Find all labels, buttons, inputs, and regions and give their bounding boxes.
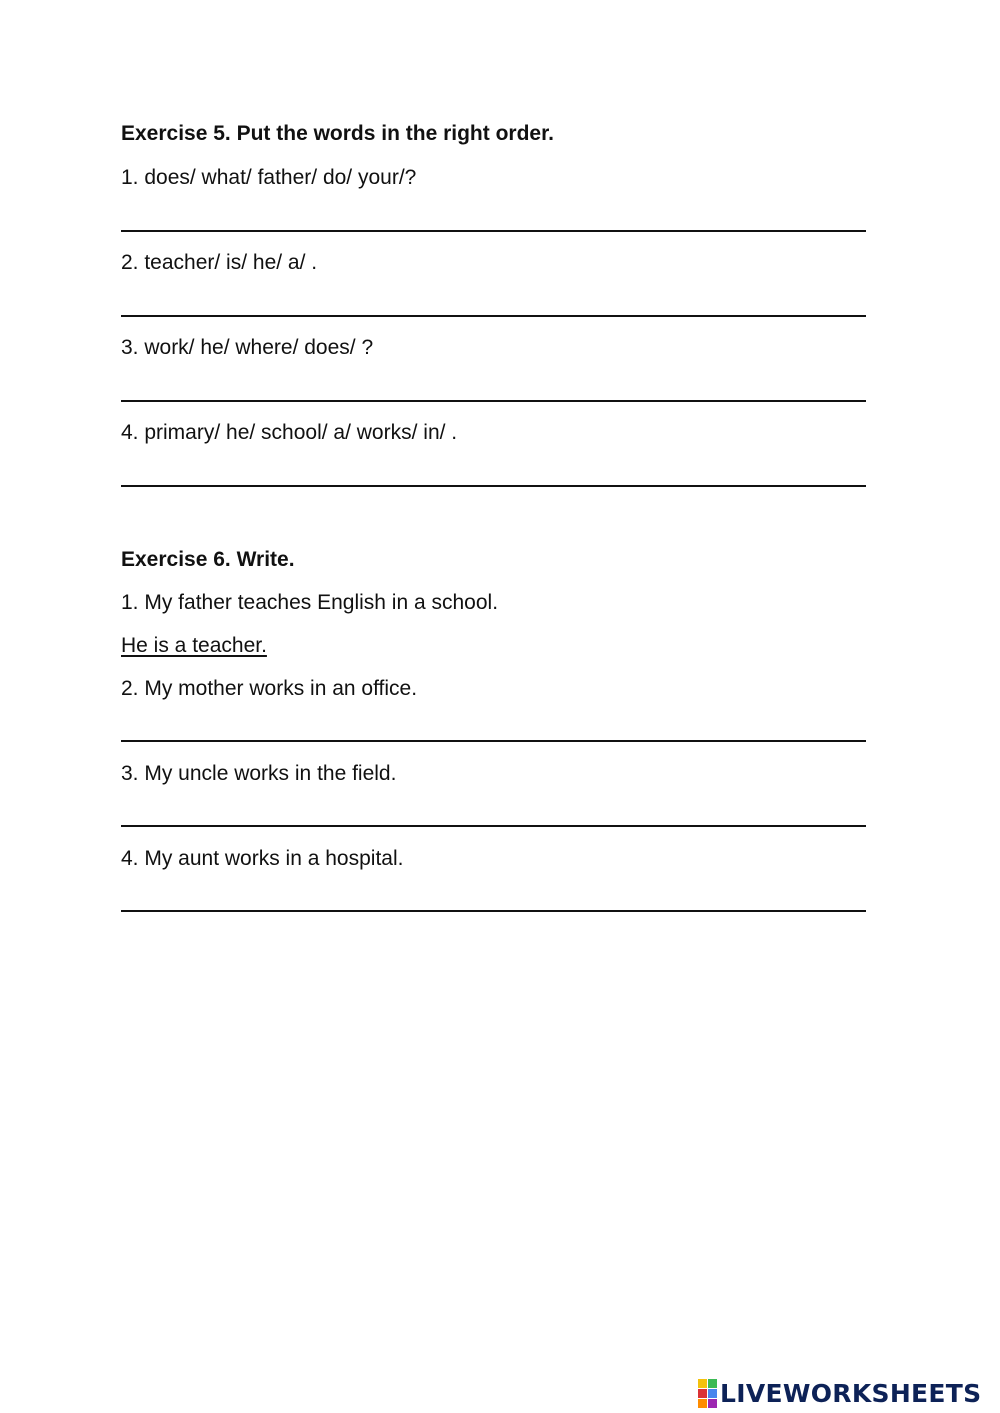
exercise-5-item-1-answer-input[interactable] — [121, 210, 866, 232]
logo-block — [708, 1399, 717, 1408]
logo-block — [698, 1379, 707, 1388]
logo-block — [708, 1379, 717, 1388]
liveworksheets-logo-icon — [698, 1379, 717, 1408]
exercise-6-example-prompt: 1. My father teaches English in a school. — [121, 591, 499, 614]
exercise-6-item-2-answer-input[interactable] — [121, 720, 866, 742]
exercise-5-item-2-answer-input[interactable] — [121, 295, 866, 317]
exercise-6-example-answer: He is a teacher. — [121, 634, 267, 657]
liveworksheets-logo-text: LIVEWORKSHEETS — [720, 1378, 982, 1408]
exercise-6-item-2-prompt: 2. My mother works in an office. — [121, 677, 418, 700]
exercise-6-item-4-prompt: 4. My aunt works in a hospital. — [121, 847, 404, 870]
exercise-5-item-4-answer-input[interactable] — [121, 465, 866, 487]
exercise-5-item-4-prompt: 4. primary/ he/ school/ a/ works/ in/ . — [121, 421, 458, 444]
logo-block — [698, 1399, 707, 1408]
liveworksheets-logo — [698, 1378, 981, 1408]
logo-block — [708, 1389, 717, 1398]
exercise-6-item-4-answer-input[interactable] — [121, 890, 866, 912]
exercise-5-item-3-prompt: 3. work/ he/ where/ does/ ? — [121, 336, 374, 359]
exercise-5-item-2-prompt: 2. teacher/ is/ he/ a/ . — [121, 251, 318, 274]
exercise-5-item-1-prompt: 1. does/ what/ father/ do/ your/? — [121, 166, 417, 189]
exercise-5-title: Exercise 5. Put the words in the right order. — [121, 122, 554, 145]
logo-block — [698, 1389, 707, 1398]
exercise-6-item-3-prompt: 3. My uncle works in the field. — [121, 762, 397, 785]
exercise-5-item-3-answer-input[interactable] — [121, 380, 866, 402]
exercise-6-item-3-answer-input[interactable] — [121, 805, 866, 827]
exercise-6-title: Exercise 6. Write. — [121, 548, 295, 571]
